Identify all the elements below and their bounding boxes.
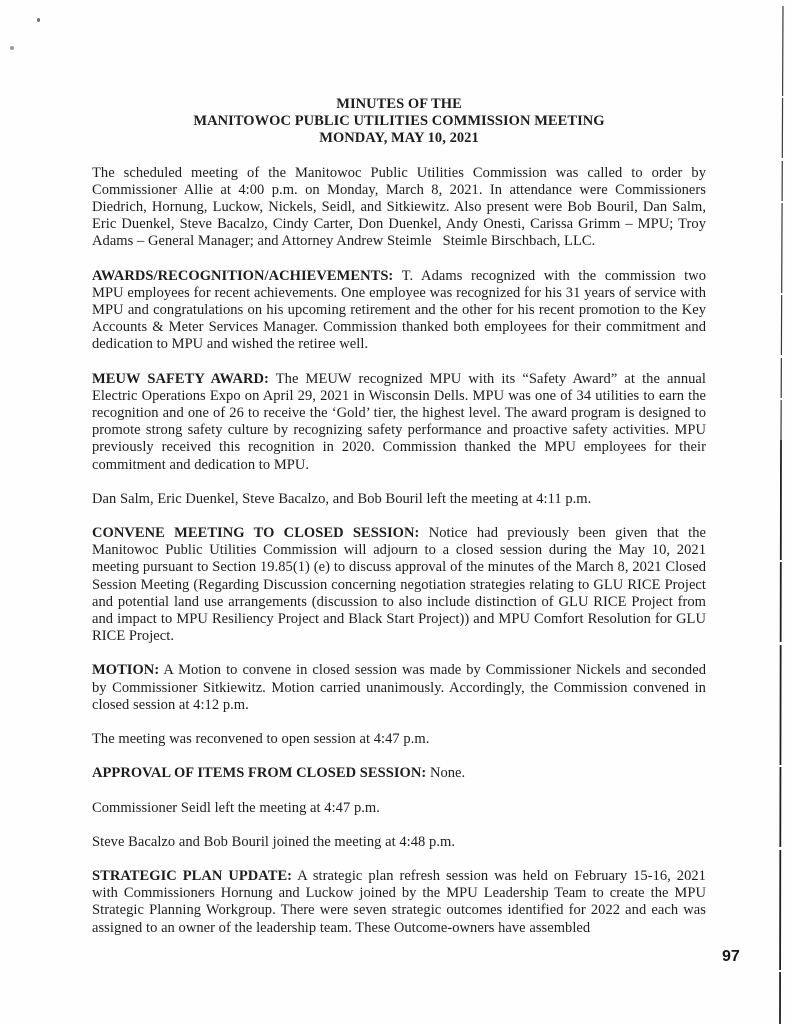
title-block <box>92 96 706 148</box>
section-heading: MEUW SAFETY AWARD: <box>92 370 269 387</box>
paragraph-body: Dan Salm, Eric Duenkel, Steve Bacalzo, and Bob Bouril left the meeting at 4:11 p.m. <box>92 490 592 507</box>
section-heading: CONVENE MEETING TO CLOSED SESSION: <box>92 525 420 542</box>
scan-speck <box>10 46 14 50</box>
paragraph-body: The meeting was reconvened to open session at 4:47 p.m. <box>92 731 430 748</box>
scan-speck <box>37 18 40 22</box>
paragraph-body: Steve Bacalzo and Bob Bouril joined the meeting at 4:48 p.m. <box>92 833 456 850</box>
section-heading: STRATEGIC PLAN UPDATE: <box>92 867 293 884</box>
title-line-3: MONDAY, MAY 10, 2021 <box>319 130 479 147</box>
paragraph-motion <box>92 662 706 714</box>
paragraph-members-left <box>92 491 706 508</box>
section-heading: AWARDS/RECOGNITION/ACHIEVEMENTS: <box>92 267 394 284</box>
paragraph-approval-closed-session <box>92 765 706 782</box>
paragraph-call-to-order <box>92 165 706 251</box>
paragraph-body: The scheduled meeting of the Manitowoc Public Utilities Commission was called to order by Commissioner Allie at 4:00 p.m. on Monday, March 8, 2021. In attendance were Commissioners Diedrich, Hornung, Luckow, Nickels, Seidl, and Sitkiewitz. Also present were Bob Bouril, Dan Salm, Eric Duenkel, Steve Bacalzo, Cindy Carter, Don Duenkel, Andy Onesti, Carissa Grimm – MPU; Troy Adams – General Manager; and Attorney Andrew Steimle Steimle Birschbach, LLC. <box>92 164 706 250</box>
paragraph-body: The MEUW recognized MPU with its “Safety Award” at the annual Electric Operations Expo on April 29, 2021 in Wisconsin Dells. MPU was one of 34 utilities to earn the recognition and one of 26 to receive the ‘Gold’ tier, the highest level. The award program is designed to promote strong safety culture by recognizing safety performance and proactive safety activities. MPU previously received this recognition in 2020. Commission thanked the MPU employees for their commitment and dedication to MPU. <box>92 370 706 473</box>
section-heading: MOTION: <box>92 662 160 679</box>
paragraph-meuw-safety-award <box>92 371 706 474</box>
paragraph-convene-closed-session <box>92 525 706 645</box>
section-heading: APPROVAL OF ITEMS FROM CLOSED SESSION: <box>92 765 427 782</box>
paragraph-body: A strategic plan refresh session was held on February 15-16, 2021 with Commissioners Hornung and Luckow joined by the MPU Leadership Team to create the MPU Strategic Planning Workgroup. There were seven strategic outcomes identified for 2022 and each was assigned to an owner of the leadership team. These Outcome-owners have assembled <box>92 867 706 936</box>
paragraph-body: Commissioner Seidl left the meeting at 4:47 p.m. <box>92 799 380 816</box>
paragraph-strategic-plan-update <box>92 868 706 937</box>
title-line-2: MANITOWOC PUBLIC UTILITIES COMMISSION MEETING <box>193 113 605 130</box>
paragraph-body: Notice had previously been given that the Manitowoc Public Utilities Commission will adjourn to a closed session during the May 10, 2021 meeting pursuant to Section 19.85(1) (e) to discuss approval of the minutes of the March 8, 2021 Closed Session Meeting (Regarding Discussion concerning negotiation strategies relating to GLU RICE Project and potential land use arrangements (discussion to also include distinction of GLU RICE Project from and impact to MPU Resiliency Project and Black Start Project)) and MPU Comfort Resolution for GLU RICE Project. <box>92 525 706 645</box>
paragraph-members-joined <box>92 834 706 851</box>
title-line-1: MINUTES OF THE <box>336 96 462 112</box>
paragraph-body: None. <box>429 765 466 782</box>
paragraph-seidl-left <box>92 800 706 817</box>
paragraph-body: A Motion to convene in closed session was made by Commissioner Nickels and seconded by Commissioner Sitkiewitz. Motion carried unanimously. Accordingly, the Commission convened in closed session at 4:12 p.m. <box>92 662 706 713</box>
paragraph-body: T. Adams recognized with the commission two MPU employees for recent achievements. One employee was recognized for his 31 years of service with MPU and congratulations on his upcoming retirement and the other for his recent promotion to the Key Accounts & Meter Services Manager. Commission thanked both employees for their commitment and dedication to MPU and wished the retiree well. <box>92 267 707 353</box>
paragraph-reconvened <box>92 731 706 748</box>
page-number: 97 <box>722 948 740 965</box>
paragraph-awards-recognition <box>92 268 706 354</box>
document-content <box>92 96 706 937</box>
